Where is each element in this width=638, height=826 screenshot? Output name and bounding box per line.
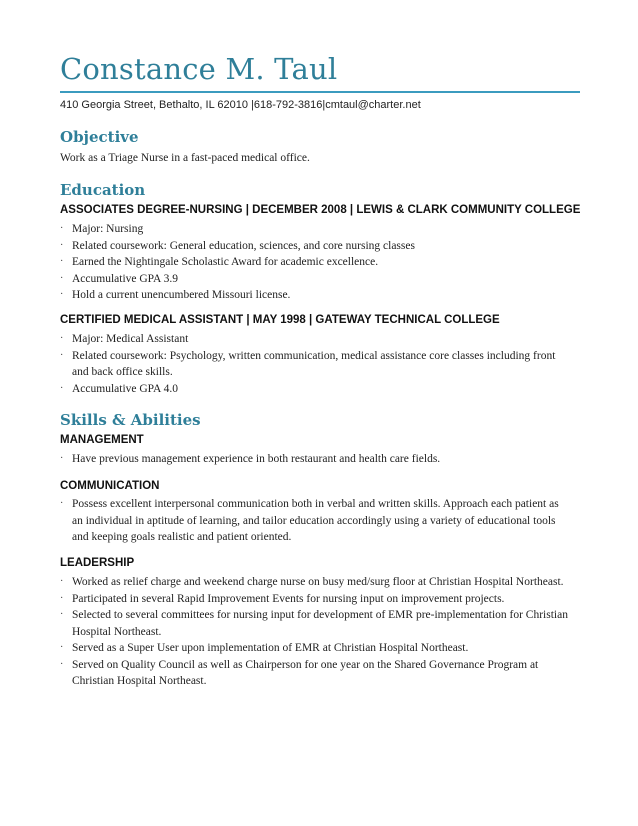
bullet-icon: · bbox=[60, 349, 64, 361]
bullet-icon: · bbox=[60, 576, 64, 587]
list-item bbox=[60, 271, 570, 288]
contact-info: 410 Georgia Street, Bethalto, IL 62010 |618-792-3816|cmtaul@charter.net bbox=[60, 99, 421, 111]
list-item-text: Served as a Super User upon implementation of EMR at Christian Hospital Northeast. bbox=[72, 642, 469, 654]
list-item-text: Related coursework: General education, sciences, and core nursing classes bbox=[72, 239, 415, 252]
leadership-list bbox=[60, 574, 570, 690]
list-item-text: Selected to several committees for nursing input for development of EMR pre-implementation for Christian Hospital Northeast. bbox=[72, 609, 568, 638]
list-item-text: Worked as relief charge and weekend charge nurse on busy med/surg floor at Christian Hospital Northeast. bbox=[72, 576, 564, 588]
list-item bbox=[60, 381, 570, 398]
bullet-icon: · bbox=[60, 498, 64, 509]
leadership-heading: LEADERSHIP bbox=[60, 557, 135, 569]
list-item bbox=[60, 221, 570, 238]
list-item bbox=[60, 451, 570, 468]
list-item-text: Major: Medical Assistant bbox=[72, 333, 189, 345]
list-item-text: Accumulative GPA 3.9 bbox=[72, 272, 178, 285]
list-item-text: Possess excellent interpersonal communication both in verbal and written skills. Approach each patient as an individual in aptitude of learning, and tailor education accordingly using a variety of educational tools and keeping goals realistic and patient oriented. bbox=[72, 498, 559, 543]
list-item bbox=[60, 254, 570, 271]
list-item bbox=[60, 657, 570, 690]
bullet-icon: · bbox=[60, 642, 64, 653]
communication-heading: COMMUNICATION bbox=[60, 480, 160, 492]
bullet-icon: · bbox=[60, 333, 64, 344]
education-title: Education bbox=[60, 181, 146, 199]
skills-title: Skills & Abilities bbox=[60, 411, 201, 429]
management-list bbox=[60, 451, 570, 468]
bullet-icon: · bbox=[60, 223, 64, 234]
list-item bbox=[60, 574, 570, 591]
list-item bbox=[60, 640, 570, 657]
communication-list bbox=[60, 496, 570, 546]
bullet-icon: · bbox=[60, 658, 64, 670]
bullet-icon: · bbox=[60, 272, 64, 284]
list-item-text: Participated in several Rapid Improvement Events for nursing input on improvement projects. bbox=[72, 592, 505, 605]
list-item bbox=[60, 591, 570, 608]
list-item-text: Have previous management experience in both restaurant and health care fields. bbox=[72, 453, 441, 465]
bullet-icon: · bbox=[60, 609, 64, 620]
list-item-text: Accumulative GPA 4.0 bbox=[72, 382, 178, 395]
objective-text: Work as a Triage Nurse in a fast-paced medical office. bbox=[60, 152, 310, 164]
bullet-icon: · bbox=[60, 256, 64, 267]
list-item bbox=[60, 496, 570, 546]
list-item bbox=[60, 287, 570, 304]
list-item-text: Related coursework: Psychology, written communication, medical assistance core classes including front and back office skills. bbox=[72, 349, 556, 378]
list-item bbox=[60, 348, 570, 381]
list-item-text: Served on Quality Council as well as Chairperson for one year on the Shared Governance Program at Christian Hospital Northeast. bbox=[72, 658, 539, 687]
list-item-text: Hold a current unencumbered Missouri license. bbox=[72, 289, 291, 301]
bullet-icon: · bbox=[60, 592, 64, 604]
degree-2-list bbox=[60, 331, 570, 397]
degree-2-heading: CERTIFIED MEDICAL ASSISTANT | MAY 1998 | GATEWAY TECHNICAL COLLEGE bbox=[60, 314, 500, 326]
bullet-icon: · bbox=[60, 289, 64, 300]
list-item bbox=[60, 238, 570, 255]
management-heading: MANAGEMENT bbox=[60, 434, 144, 446]
list-item bbox=[60, 331, 570, 348]
list-item bbox=[60, 607, 570, 640]
bullet-icon: · bbox=[60, 453, 64, 464]
list-item-text: Earned the Nightingale Scholastic Award for academic excellence. bbox=[72, 256, 379, 268]
bullet-icon: · bbox=[60, 239, 64, 251]
list-item-text: Major: Nursing bbox=[72, 223, 144, 235]
applicant-name: Constance M. Taul bbox=[60, 52, 338, 86]
degree-1-list bbox=[60, 221, 570, 304]
objective-title: Objective bbox=[60, 128, 139, 146]
degree-1-heading: ASSOCIATES DEGREE-NURSING | DECEMBER 2008 | LEWIS & CLARK COMMUNITY COLLEGE bbox=[60, 204, 581, 216]
bullet-icon: · bbox=[60, 382, 64, 394]
header-divider bbox=[60, 91, 580, 93]
